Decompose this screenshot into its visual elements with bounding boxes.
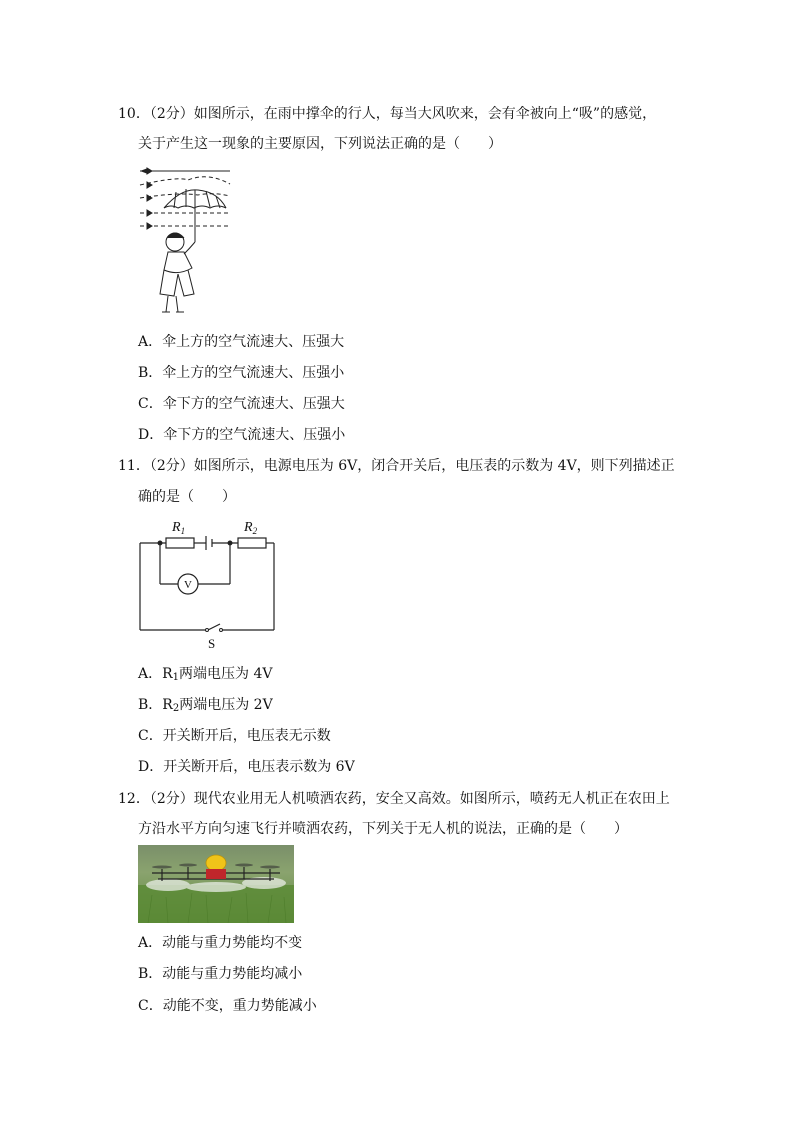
question-number: 11． <box>118 458 150 474</box>
question-number: 10． <box>118 106 150 122</box>
option-letter: C． <box>138 998 163 1014</box>
option-text: 伞上方的空气流速大、压强小 <box>162 365 345 381</box>
option-symbol: R <box>162 697 173 713</box>
option-letter: A． <box>138 334 163 350</box>
option-letter: D． <box>138 427 164 443</box>
option-subscript: 2 <box>172 703 180 714</box>
label-switch: S <box>208 636 216 651</box>
umbrella-wind-figure <box>138 162 238 316</box>
option-c <box>138 394 345 414</box>
option-letter: B． <box>138 697 163 713</box>
label-voltmeter: V <box>184 579 192 591</box>
option-d <box>138 757 355 777</box>
option-text: 伞上方的空气流速大、压强大 <box>162 334 345 350</box>
option-d <box>138 425 345 445</box>
option-c <box>138 996 317 1016</box>
option-text: 开关断开后，电压表无示数 <box>162 728 331 744</box>
option-symbol: R <box>162 666 173 682</box>
resistor-r1 <box>166 538 194 548</box>
question-10-line1 <box>118 104 656 124</box>
option-subscript: 1 <box>172 672 180 683</box>
option-b <box>138 695 273 719</box>
question-stem: 如图所示，在雨中撑伞的行人，每当大风吹来，会有伞被向上“吸”的感觉， <box>193 106 657 122</box>
option-letter: A． <box>138 935 163 951</box>
question-number: 12． <box>118 791 150 807</box>
option-text: 伞下方的空气流速大、压强大 <box>162 396 345 412</box>
option-text: 伞下方的空气流速大、压强小 <box>163 427 346 443</box>
option-letter: B． <box>138 365 163 381</box>
option-text: 开关断开后，电压表示数为 6V <box>163 759 355 775</box>
question-score: （2分） <box>149 791 194 807</box>
option-text: 动能不变，重力势能减小 <box>162 998 317 1014</box>
option-b <box>138 363 344 383</box>
label-r2: $R_2$ <box>244 520 258 536</box>
question-stem: 现代农业用无人机喷洒农药，安全又高效。如图所示，喷药无人机正在农田上 <box>193 791 670 807</box>
option-text: 两端电压为 4V <box>179 666 273 682</box>
option-letter: C． <box>138 396 163 412</box>
option-c <box>138 726 331 746</box>
option-letter: B． <box>138 966 163 982</box>
option-a <box>138 332 344 352</box>
question-12-line1 <box>118 789 670 809</box>
drone-body <box>206 855 226 871</box>
question-11-line1 <box>118 456 675 476</box>
junction-dot <box>158 541 163 546</box>
question-stem-continued: 方沿水平方向匀速飞行并喷洒农药，下列关于无人机的说法，正确的是（ ） <box>138 821 628 837</box>
question-stem: 如图所示，电源电压为 6V，闭合开关后，电压表的示数为 4V，则下列描述正 <box>193 458 675 474</box>
option-text: 动能与重力势能均减小 <box>162 966 303 982</box>
question-stem-continued: 关于产生这一现象的主要原因，下列说法正确的是（ ） <box>138 136 502 152</box>
label-r1: $R_1$ <box>172 520 186 536</box>
junction-dot <box>228 541 233 546</box>
option-letter: C． <box>138 728 163 744</box>
option-text: 动能与重力势能均不变 <box>162 935 303 951</box>
option-text: 两端电压为 2V <box>179 697 273 713</box>
option-letter: D． <box>138 759 164 775</box>
question-score: （2分） <box>149 106 194 122</box>
switch-blade <box>208 624 220 630</box>
drone-spraying-photo <box>138 845 294 923</box>
option-letter: A． <box>138 666 163 682</box>
question-stem-continued: 确的是（ ） <box>138 489 236 505</box>
drone-tank <box>206 869 226 879</box>
option-b <box>138 964 302 984</box>
resistor-r2 <box>238 538 266 548</box>
question-score: （2分） <box>149 458 194 474</box>
circuit-diagram <box>134 514 284 654</box>
option-a <box>138 664 273 688</box>
option-a <box>138 933 302 953</box>
